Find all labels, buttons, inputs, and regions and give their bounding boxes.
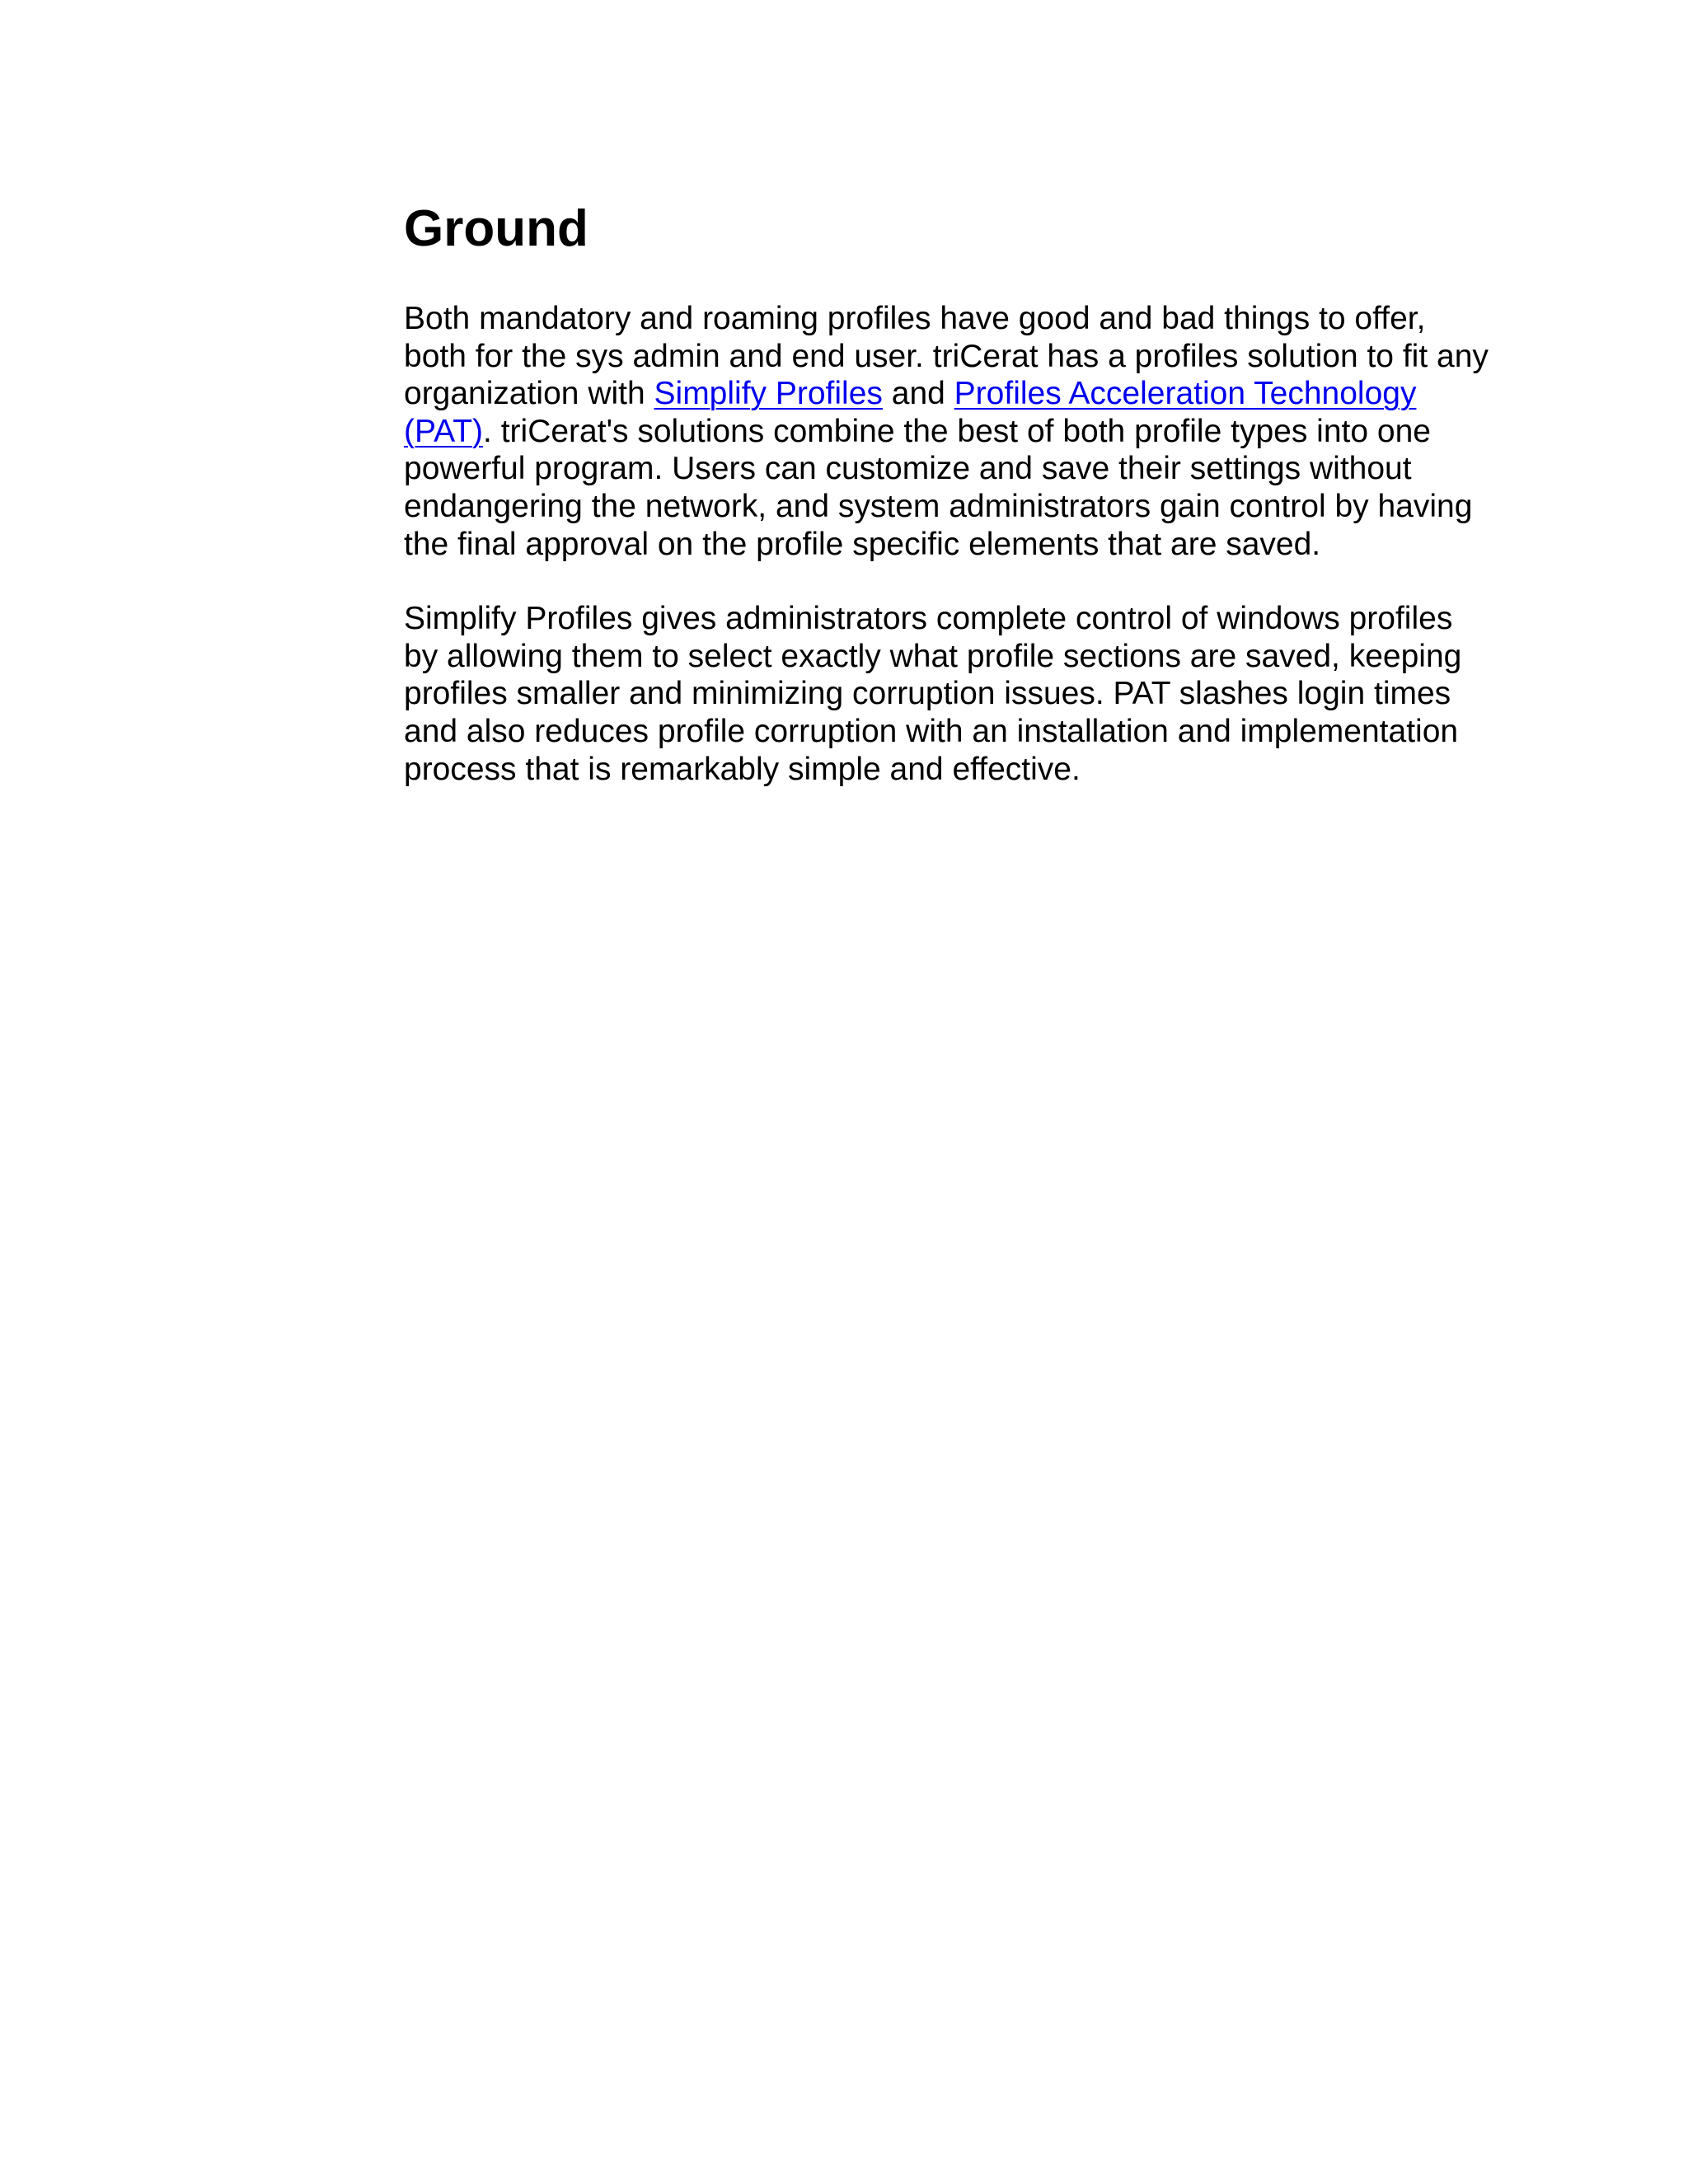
- pat-link[interactable]: Profiles Acceleration Technology (PAT): [404, 376, 1417, 449]
- intro-text-part-2: and: [882, 376, 954, 412]
- page-title: Ground: [404, 200, 588, 257]
- intro-text-part-1: Both mandatory and roaming profiles have good and bad things to offer, both for the sys admin and end user. triCerat has a profiles solution to fit any organization with: [404, 301, 1489, 412]
- simplify-profiles-link[interactable]: Simplify Profiles: [654, 376, 883, 412]
- intro-paragraph: [404, 300, 1492, 563]
- intro-text-part-3: . triCerat's solutions combine the best of both profile types into one powerful program. Users can customize and save their settings without endangering the network, and system administrators gain control by having the final approval on the profile specific elements that are saved.: [404, 413, 1473, 562]
- details-paragraph: Simplify Profiles gives administrators complete control of windows profiles by allowing them to select exactly what profile sections are saved, keeping profiles smaller and minimizing corruption issues. PAT slashes login times and also reduces profile corruption with an installation and implementation process that is remarkably simple and effective.: [404, 601, 1462, 787]
- article-body: [404, 196, 1492, 825]
